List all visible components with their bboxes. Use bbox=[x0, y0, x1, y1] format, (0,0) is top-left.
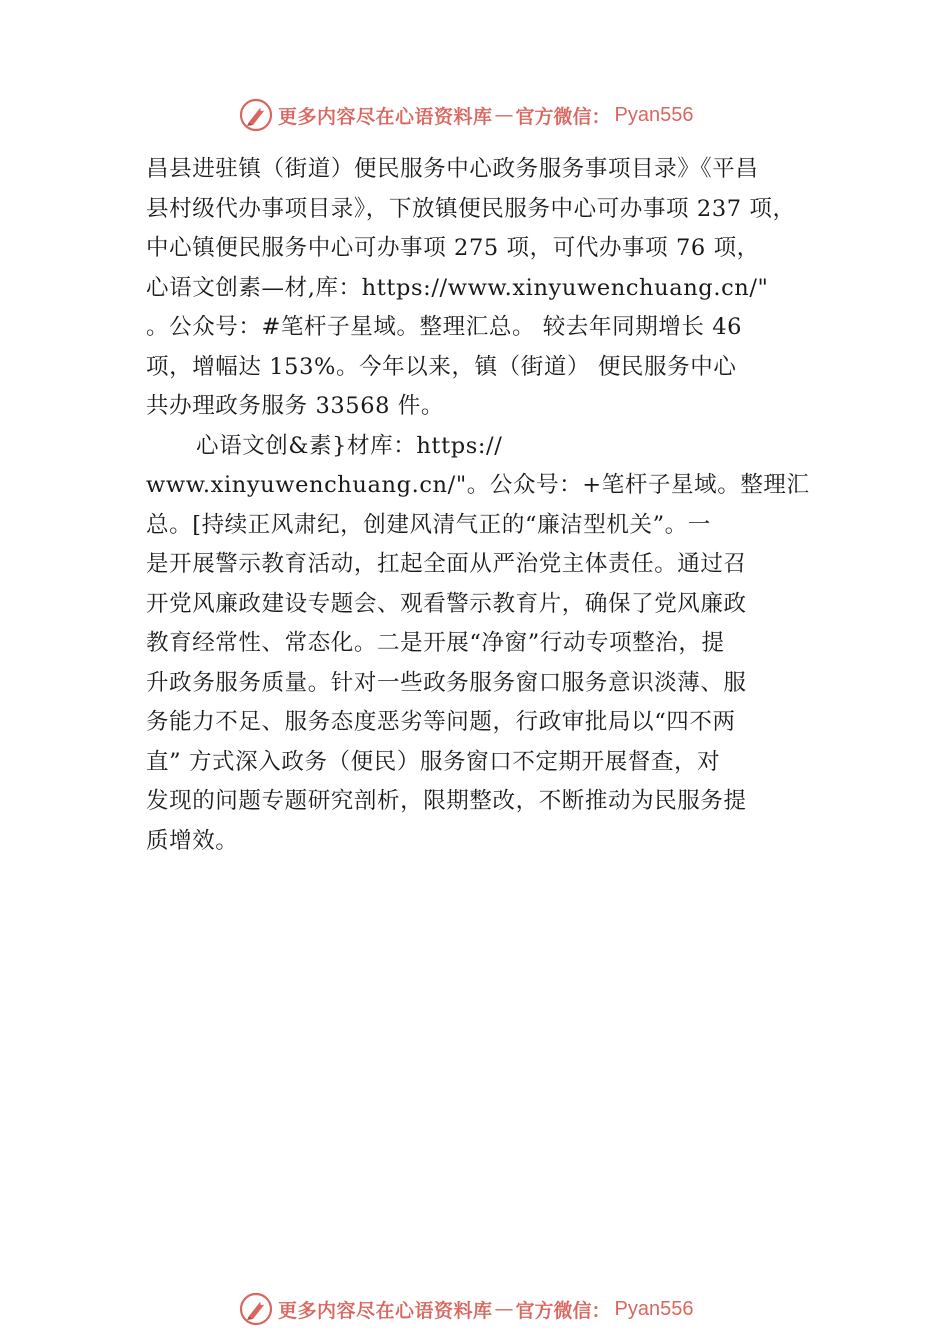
banner-wechat-id: Pyan556 bbox=[614, 1297, 694, 1320]
banner-brand-text: 更多内容尽在心语资料库 bbox=[278, 1299, 493, 1322]
text-line: 教育经常性、常态化。二是开展“净窗”行动专项整治，提 bbox=[146, 630, 725, 656]
text-line: 县村级代办事项目录》，下放镇便民服务中心可办事项 237 项， bbox=[146, 195, 796, 222]
banner-brand-text: 更多内容尽在心语资料库 bbox=[278, 105, 493, 128]
pen-nib-circle-icon bbox=[238, 1291, 274, 1327]
document-body bbox=[146, 150, 836, 861]
banner-wechat-id: Pyan556 bbox=[614, 103, 694, 126]
text-line: 共办理政务服务 33568 件。 bbox=[146, 393, 444, 419]
text-line: www.xinyuwenchuang.cn/"。公众号：+笔杆子星域。整理汇 bbox=[146, 472, 810, 498]
banner-wechat-label: 官方微信： bbox=[515, 1299, 611, 1322]
text-line: 心语文创&素}材库：https:// bbox=[196, 432, 503, 459]
footer-banner bbox=[238, 1289, 694, 1329]
text-line: 直” 方式深入政务（便民）服务窗口不定期开展督查，对 bbox=[146, 748, 721, 775]
text-line: 项，增幅达 153%。今年以来，镇（街道） 便民服务中心 bbox=[146, 353, 737, 380]
banner-separator: — bbox=[494, 1298, 514, 1320]
header-banner bbox=[238, 95, 694, 135]
text-line: 中心镇便民服务中心可办事项 275 项，可代办事项 76 项， bbox=[146, 235, 760, 261]
banner-separator: — bbox=[494, 104, 514, 126]
banner-wechat-label: 官方微信： bbox=[515, 105, 611, 128]
text-line: 开党风廉政建设专题会、观看警示教育片，确保了党风廉政 bbox=[146, 590, 747, 617]
text-line: 务能力不足、服务态度恶劣等问题，行政审批局以“四不两 bbox=[146, 709, 736, 735]
pen-nib-circle-icon bbox=[238, 97, 274, 133]
text-line: 质增效。 bbox=[146, 827, 239, 854]
text-line: 。公众号：#笔杆子星域。整理汇总。 较去年同期增长 46 bbox=[146, 314, 743, 340]
text-line: 昌县进驻镇（街道）便民服务中心政务服务事项目录》《平昌 bbox=[146, 156, 759, 182]
text-line: 是开展警示教育活动，扛起全面从严治党主体责任。通过召 bbox=[146, 551, 747, 577]
text-line: 总。[持续正风肃纪，创建风清气正的“廉洁型机关”。一 bbox=[146, 511, 711, 538]
text-line: 发现的问题专题研究剖析，限期整改，不断推动为民服务提 bbox=[146, 788, 747, 814]
text-line: 升政务服务质量。针对一些政务服务窗口服务意识淡薄、服 bbox=[146, 669, 747, 696]
text-line: 心语文创素—材,库：https://www.xinyuwenchuang.cn/" bbox=[146, 274, 769, 301]
